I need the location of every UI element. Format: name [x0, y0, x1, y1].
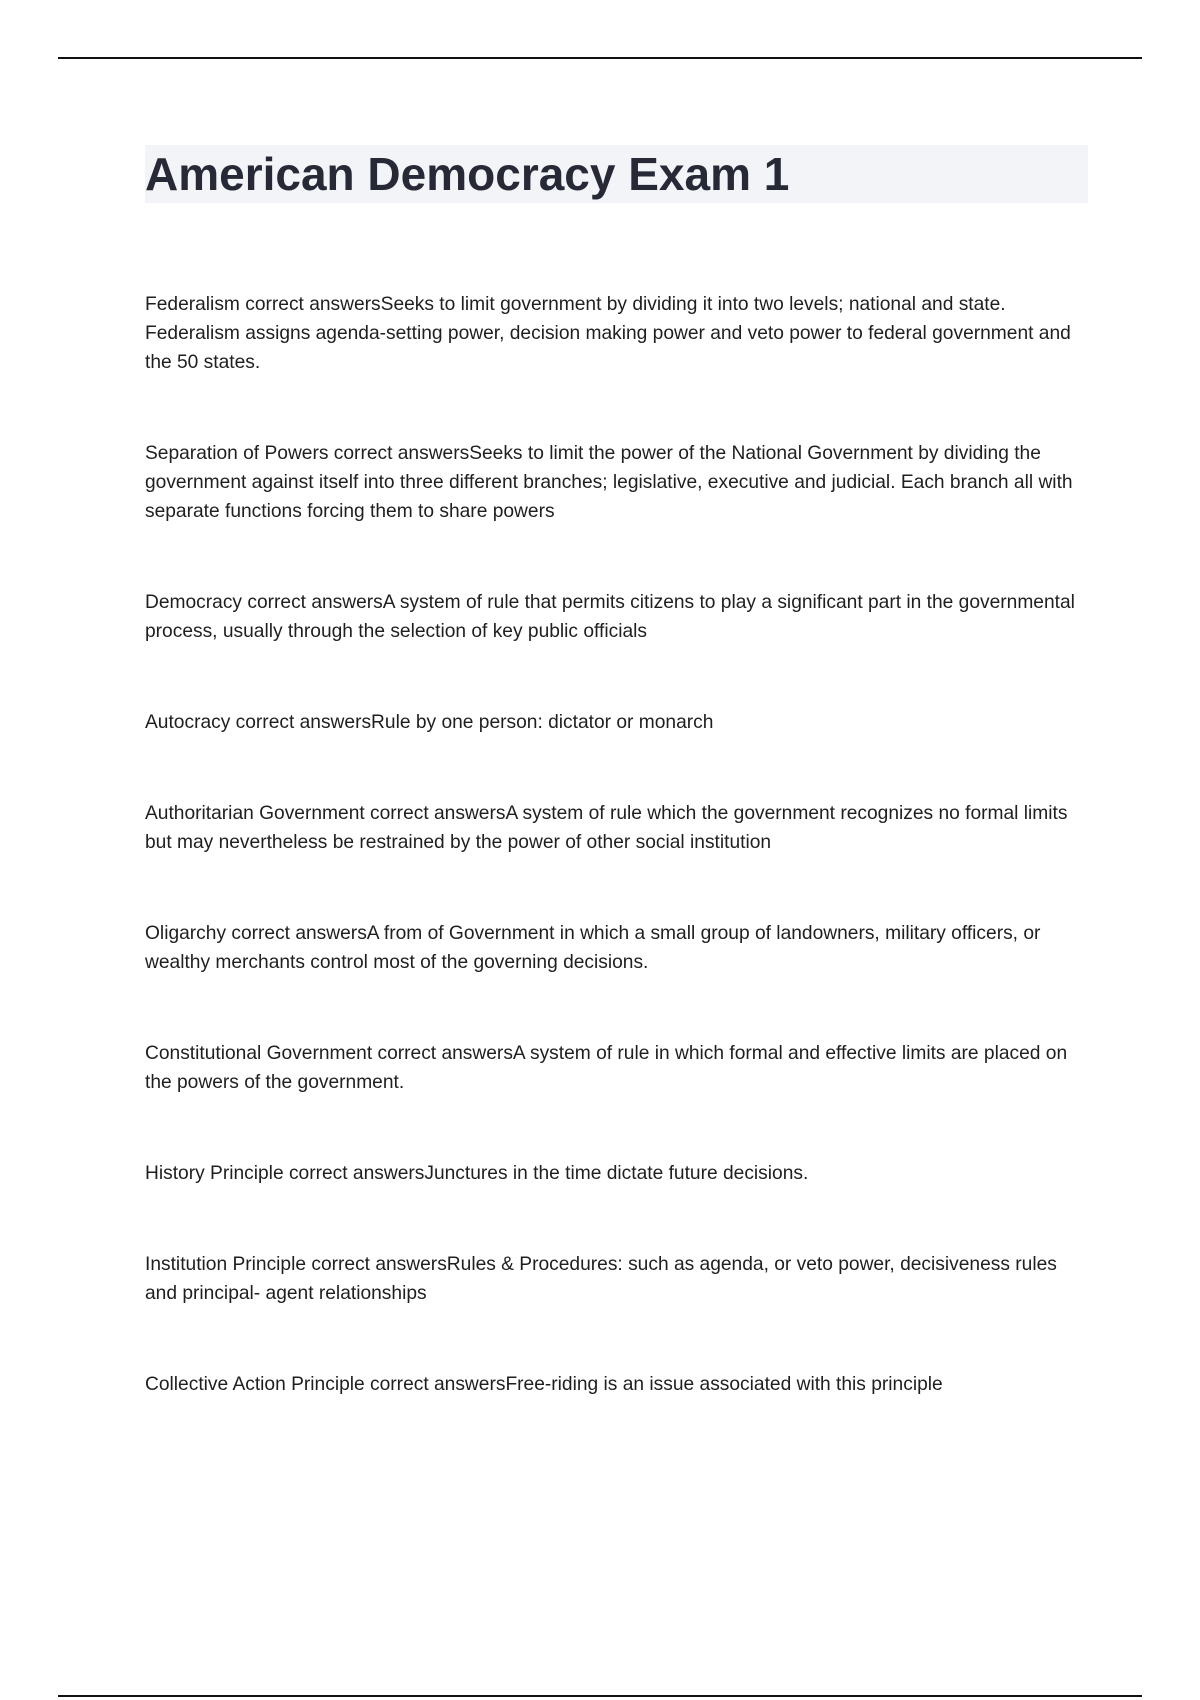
flashcard-list — [145, 290, 1090, 1399]
page-title: American Democracy Exam 1 — [145, 148, 790, 200]
entry-oligarchy: Oligarchy correct answersA from of Government in which a small group of landowners, military officers, or wealthy merchants control most of the governing decisions. — [145, 923, 1041, 973]
top-divider — [58, 57, 1142, 59]
entry-democracy: Democracy correct answersA system of rule that permits citizens to play a significant part in the governmental process, usually through the selection of key public officials — [145, 592, 1075, 642]
entry-authoritarian-government: Authoritarian Government correct answersA system of rule which the government recognizes no formal limits but may nevertheless be restrained by the power of other social institution — [145, 803, 1068, 853]
entry-collective-action-principle: Collective Action Principle correct answersFree-riding is an issue associated with this principle — [145, 1374, 943, 1395]
entry-institution-principle: Institution Principle correct answersRules & Procedures: such as agenda, or veto power, decisiveness rules and principal- agent relationships — [145, 1254, 1057, 1304]
entry-history-principle: History Principle correct answersJunctures in the time dictate future decisions. — [145, 1163, 809, 1184]
entry-autocracy: Autocracy correct answersRule by one person: dictator or monarch — [145, 712, 714, 733]
entry-federalism: Federalism correct answersSeeks to limit government by dividing it into two levels; national and state. Federalism assigns agenda-setting power, decision making power and veto power to federal government and the 50 states. — [145, 294, 1071, 373]
entry-separation-of-powers: Separation of Powers correct answersSeeks to limit the power of the National Government by dividing the government against itself into three different branches; legislative, executive and judicial. Each branch all with separate functions forcing them to share powers — [145, 443, 1073, 522]
entry-constitutional-government: Constitutional Government correct answersA system of rule in which formal and effective limits are placed on the powers of the government. — [145, 1043, 1068, 1093]
bottom-divider — [58, 1695, 1142, 1697]
